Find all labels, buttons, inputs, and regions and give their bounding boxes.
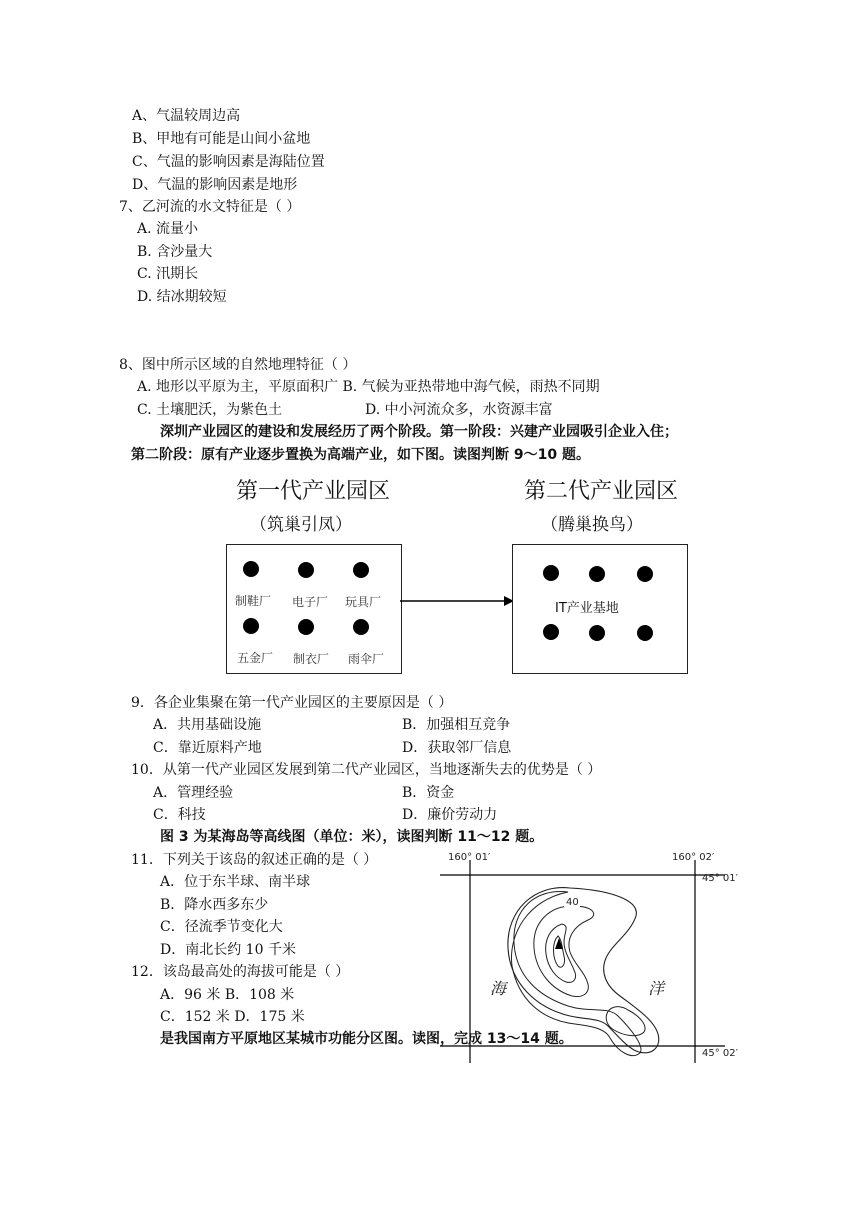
factory-dot <box>243 618 259 634</box>
q10-option-a: A．管理经验 <box>153 785 234 801</box>
it-dot <box>589 625 605 641</box>
factory-dot <box>353 562 369 578</box>
q11-option-b: B．降水西多东少 <box>160 897 269 913</box>
it-dot <box>589 566 605 582</box>
q7-option-d: D. 结冰期较短 <box>137 289 227 305</box>
q8-option-d: D. 中小河流众多，水资源丰富 <box>365 402 553 418</box>
q9-option-b: B．加强相互竞争 <box>402 717 511 733</box>
q11-option-a: A．位于东半球、南半球 <box>160 874 311 890</box>
q9-option-c: C．靠近原料产地 <box>153 740 262 756</box>
q12-stem: 12．该岛最高处的海拔可能是（ ） <box>131 964 350 980</box>
factory-dot <box>298 619 314 635</box>
intro-13-14: 是我国南方平原地区某城市功能分区图。读图，完成 13～14 题。 <box>160 1031 573 1047</box>
contour-inner <box>546 924 576 982</box>
q7-option-b: B. 含沙量大 <box>137 244 213 260</box>
factory-label: 五金厂 <box>237 651 274 665</box>
factory-label: 雨伞厂 <box>348 652 385 666</box>
lon-label-2: 160° 02′ <box>672 852 715 863</box>
contour-label-40: 40 <box>566 897 579 908</box>
q6-option-d: D、气温的影响因素是地形 <box>132 177 298 193</box>
gen2-subtitle: （腾巢换鸟） <box>541 515 643 535</box>
factory-dot <box>298 562 314 578</box>
factory-label: 玩具厂 <box>345 595 382 609</box>
sea-label-left: 海 <box>490 979 507 998</box>
q11-option-c: C．径流季节变化大 <box>160 919 283 935</box>
intro-11-12: 图 3 为某海岛等高线图（单位：米），读图判断 11～12 题。 <box>160 829 544 845</box>
q12-options-row1: A．96 米 B．108 米 <box>160 987 295 1003</box>
q8-options-row1: A. 地形以平原为主，平原面积广 B. 气候为亚热带地中海气候，雨热不同期 <box>137 379 600 395</box>
intro-9-10-line2: 第二阶段：原有产业逐步置换为高端产业，如下图。读图判断 9～10 题。 <box>131 447 590 463</box>
factory-label: 电子厂 <box>292 595 329 609</box>
gen1-title: 第一代产业园区 <box>236 479 391 504</box>
q10-option-d: D．廉价劳动力 <box>402 807 498 823</box>
it-dot <box>543 565 559 581</box>
lat-label-2: 45° 02′ <box>702 1048 738 1059</box>
gen1-subtitle: （筑巢引凤） <box>250 515 352 535</box>
q9-option-d: D．获取邻厂信息 <box>402 740 512 756</box>
sea-label-right: 洋 <box>648 979 665 998</box>
transition-arrow <box>400 594 515 608</box>
q6-option-a: A、气温较周边高 <box>132 108 241 124</box>
q6-option-b: B、甲地有可能是山间小盆地 <box>132 131 311 147</box>
it-dot <box>543 624 559 640</box>
it-dot <box>637 625 653 641</box>
gen2-title: 第二代产业园区 <box>524 479 679 504</box>
it-dot <box>637 566 653 582</box>
q10-option-b: B．资金 <box>402 785 455 801</box>
q12-options-row2: C．152 米 D．175 米 <box>160 1009 305 1025</box>
q6-option-c: C、气温的影响因素是海陆位置 <box>132 154 325 170</box>
lon-label-1: 160° 01′ <box>448 852 491 863</box>
gen1-park-box <box>226 544 402 674</box>
q10-stem: 10．从第一代产业园区发展到第二代产业园区，当地逐渐失去的优势是（ ） <box>131 762 602 778</box>
q11-option-d: D．南北长约 10 千米 <box>160 942 296 958</box>
lat-label-1: 45° 01′ <box>702 873 738 884</box>
intro-9-10-line1: 深圳产业园区的建设和发展经历了两个阶段。第一阶段：兴建产业园吸引企业入住； <box>160 424 678 440</box>
factory-label: 制衣厂 <box>293 652 330 666</box>
q8-option-c: C. 土壤肥沃，为紫色土 <box>137 402 283 418</box>
q9-stem: 9．各企业集聚在第一代产业园区的主要原因是（ ） <box>131 695 453 711</box>
q7-option-c: C. 汛期长 <box>137 266 199 282</box>
q8-stem: 8、图中所示区域的自然地理特征（ ） <box>119 357 357 373</box>
factory-dot <box>243 561 259 577</box>
contour-middle <box>534 906 594 997</box>
q7-option-a: A. 流量小 <box>137 221 199 237</box>
q9-option-a: A．共用基础设施 <box>153 717 262 733</box>
q11-stem: 11．下列关于该岛的叙述正确的是（ ） <box>131 852 378 868</box>
factory-dot <box>353 619 369 635</box>
q7-stem: 7、乙河流的水文特征是（ ） <box>119 199 301 215</box>
gen2-park-box <box>512 544 688 674</box>
q10-option-c: C．科技 <box>153 807 206 823</box>
it-base-label: IT产业基地 <box>555 601 619 616</box>
factory-label: 制鞋厂 <box>235 594 272 608</box>
